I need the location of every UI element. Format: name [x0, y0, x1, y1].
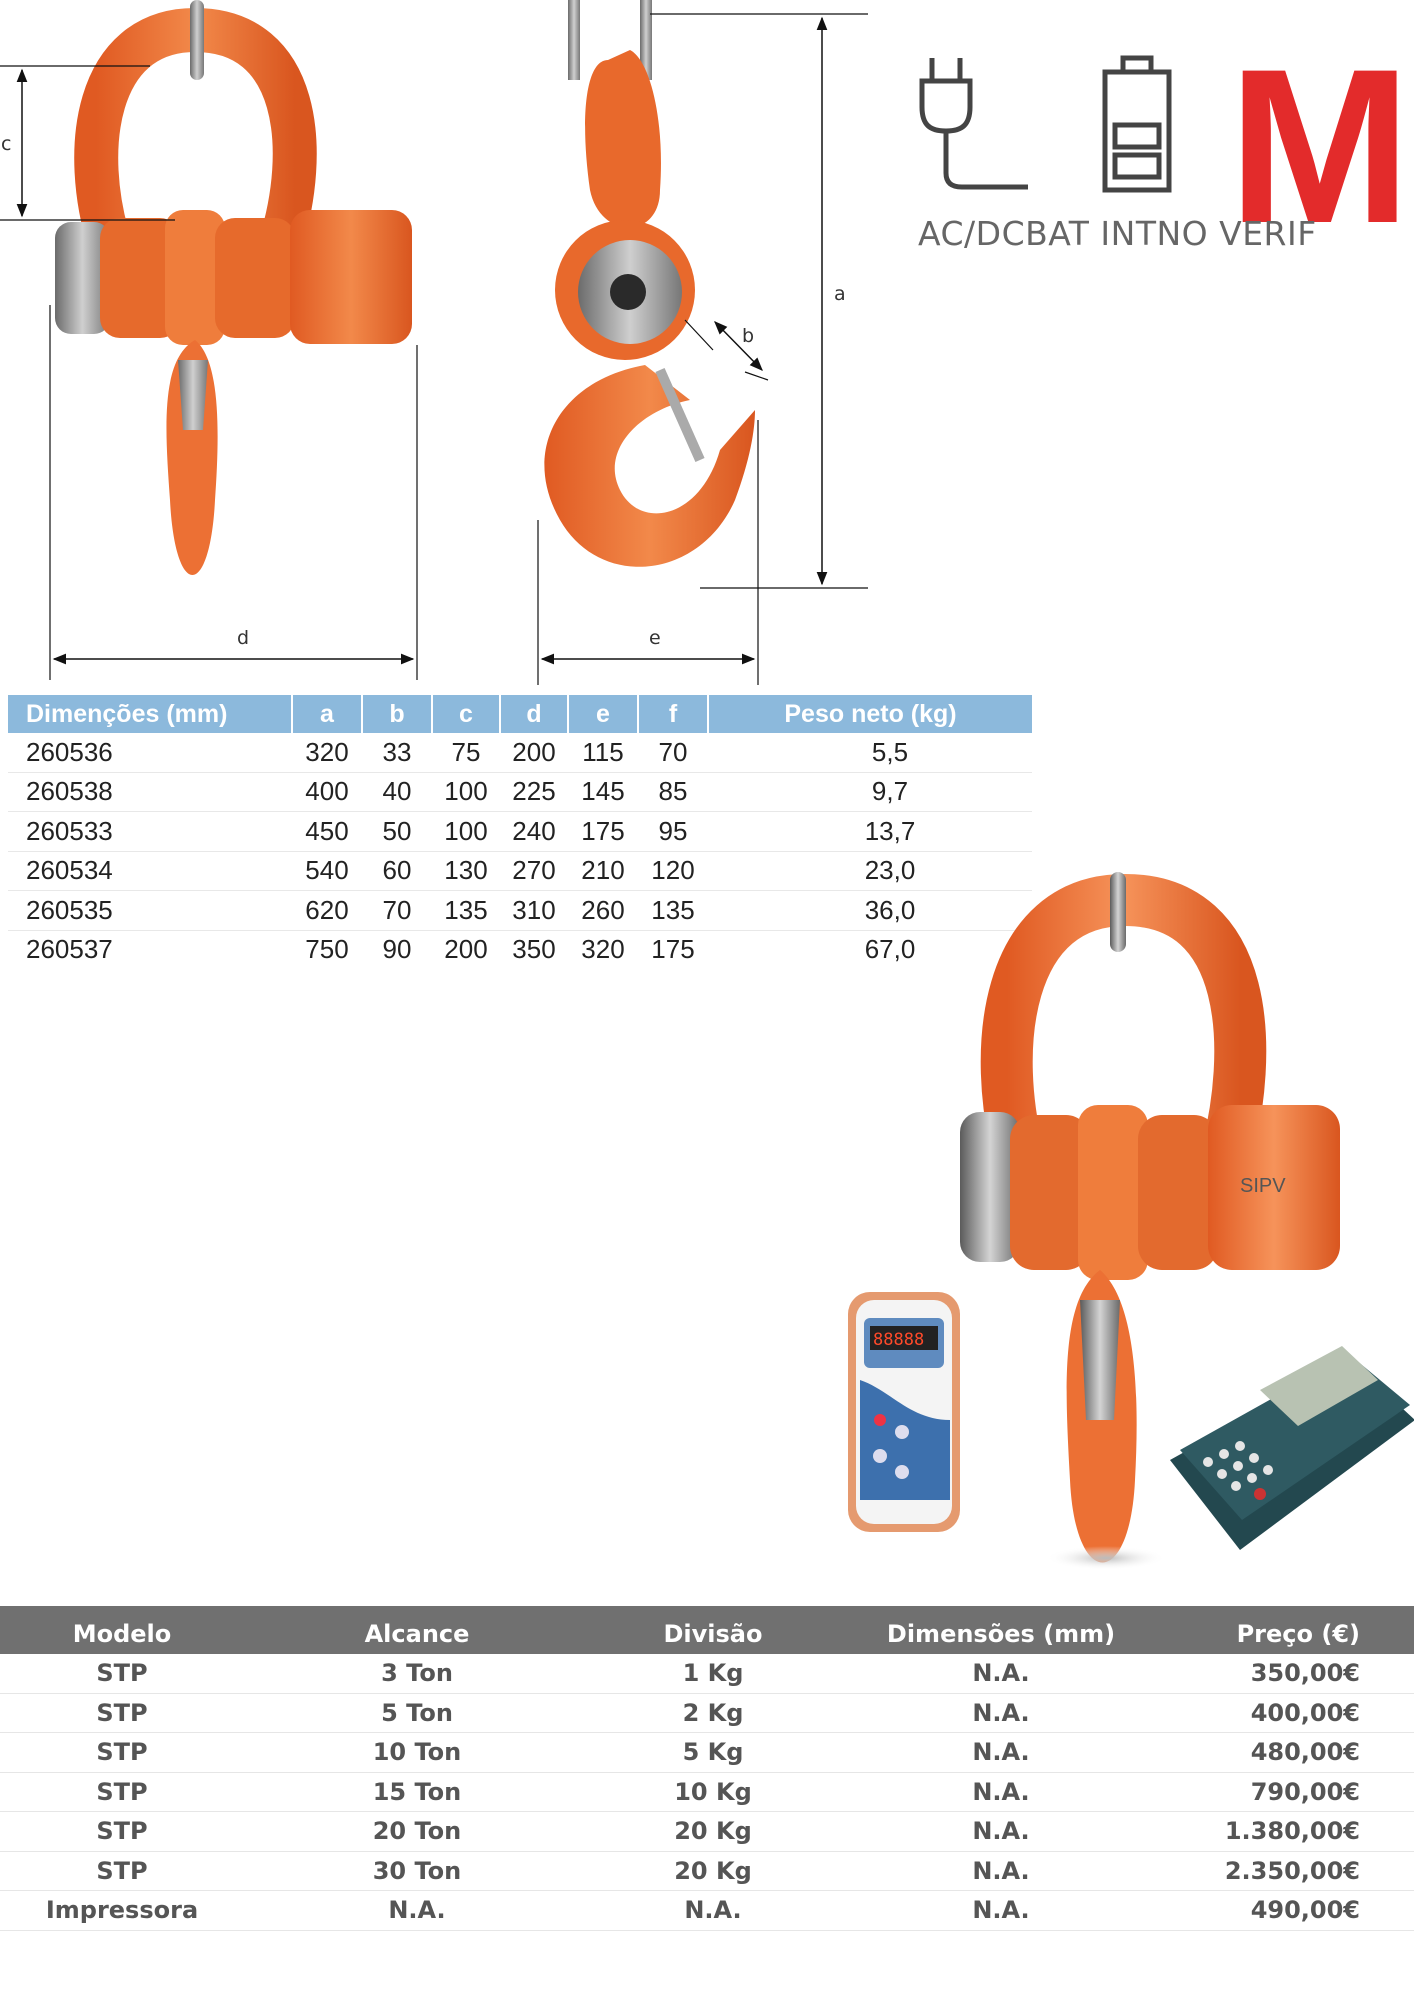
- cell-code: 260533: [8, 812, 292, 852]
- cell-weight: 23,0: [708, 851, 1032, 891]
- col-header-f: f: [638, 695, 708, 733]
- sipv-brand: SIPV: [1240, 1175, 1286, 1197]
- cell-b: 40: [362, 772, 432, 812]
- cell-preco: 2.350,00€: [1166, 1851, 1414, 1891]
- label-e: e: [649, 627, 661, 649]
- cell-preco: 350,00€: [1166, 1654, 1414, 1693]
- table-row: [0, 1733, 1414, 1773]
- cell-b: 33: [362, 733, 432, 772]
- cell-b: 70: [362, 891, 432, 931]
- table-row: [0, 1851, 1414, 1891]
- cell-e: 145: [568, 772, 638, 812]
- cell-f: 175: [651, 934, 695, 965]
- cell-weight: 36,0: [708, 891, 1032, 931]
- cell-b: 90: [382, 934, 412, 965]
- cell-d: 350: [512, 934, 556, 965]
- cell-preco: 1.380,00€: [1166, 1812, 1414, 1852]
- cell-a: 540: [292, 851, 362, 891]
- cell-alcance: 30 Ton: [244, 1851, 590, 1891]
- cell-c: 135: [432, 891, 500, 931]
- label-a: a: [834, 283, 846, 305]
- cell-modelo: STP: [0, 1851, 244, 1891]
- cell-e: 320: [581, 934, 625, 965]
- cell-dimensoes: N.A.: [836, 1812, 1166, 1852]
- cell-dimensoes: N.A.: [836, 1772, 1166, 1812]
- cell-modelo: STP: [0, 1733, 244, 1773]
- cell-code: 260537: [26, 934, 113, 965]
- cell-a: 400: [292, 772, 362, 812]
- cell-e: 210: [568, 851, 638, 891]
- cell-c: 130: [432, 851, 500, 891]
- label-d: d: [237, 627, 250, 649]
- cell-divisao: 2 Kg: [590, 1693, 836, 1733]
- dimensions-table-header: [8, 695, 1032, 733]
- remote-control: [848, 1292, 960, 1532]
- col-header-model: Dimenções (mm): [8, 695, 292, 733]
- table-row: [0, 1812, 1414, 1852]
- cell-alcance: 20 Ton: [244, 1812, 590, 1852]
- cell-c: 100: [432, 772, 500, 812]
- cell-divisao: 20 Kg: [590, 1851, 836, 1891]
- cell-e: 115: [568, 733, 638, 772]
- table-row: [0, 1891, 1414, 1931]
- col-header-divisao: Divisão: [590, 1606, 836, 1654]
- cell-divisao: 1 Kg: [590, 1654, 836, 1693]
- cell-dimensoes: N.A.: [836, 1733, 1166, 1773]
- cell-dimensoes: N.A.: [836, 1891, 1166, 1931]
- price-table-header: [0, 1606, 1414, 1654]
- cell-f: 95: [638, 812, 708, 852]
- remote-display: 88888: [873, 1330, 925, 1350]
- cell-alcance: 15 Ton: [244, 1772, 590, 1812]
- cell-f: 120: [638, 851, 708, 891]
- printer: [1170, 1346, 1414, 1550]
- cell-modelo: STP: [0, 1772, 244, 1812]
- cell-a: 750: [305, 934, 349, 965]
- hook-body: [544, 365, 755, 567]
- col-header-b: b: [362, 695, 432, 733]
- cell-e: 175: [568, 812, 638, 852]
- col-header-preco: Preço (€): [1166, 1606, 1414, 1654]
- cell-a: 320: [292, 733, 362, 772]
- cell-code: 260535: [8, 891, 292, 931]
- cell-e: 260: [568, 891, 638, 931]
- cell-c: 75: [432, 733, 500, 772]
- cell-preco: 790,00€: [1166, 1772, 1414, 1812]
- cell-alcance: 3 Ton: [244, 1654, 590, 1693]
- cell-a: 620: [292, 891, 362, 931]
- cell-code: 260538: [8, 772, 292, 812]
- cell-d: 240: [500, 812, 568, 852]
- cell-alcance: 5 Ton: [244, 1693, 590, 1733]
- table-row: [8, 772, 1032, 812]
- cell-weight: 9,7: [708, 772, 1032, 812]
- plug-icon: [918, 55, 1033, 195]
- cell-preco: 400,00€: [1166, 1693, 1414, 1733]
- cell-weight: 5,5: [708, 733, 1032, 772]
- cell-divisao: 10 Kg: [590, 1772, 836, 1812]
- cell-c: 200: [444, 934, 488, 965]
- cell-a: 450: [292, 812, 362, 852]
- price-table: [0, 1606, 1414, 1931]
- cell-b: 50: [362, 812, 432, 852]
- cell-divisao: 5 Kg: [590, 1733, 836, 1773]
- cell-b: 60: [362, 851, 432, 891]
- cell-d: 200: [500, 733, 568, 772]
- label-c: c: [1, 133, 12, 155]
- cell-weight: 67,0: [864, 934, 916, 965]
- cell-dimensoes: N.A.: [836, 1851, 1166, 1891]
- product-illustration: [830, 860, 1414, 1600]
- battery-icon: [1101, 55, 1173, 195]
- col-header-e: e: [568, 695, 638, 733]
- cell-d: 310: [500, 891, 568, 931]
- table-row: [0, 1772, 1414, 1812]
- cell-code: 260534: [8, 851, 292, 891]
- col-header-c: c: [432, 695, 500, 733]
- label-b: b: [742, 325, 755, 347]
- col-header-weight: Peso neto (kg): [708, 695, 1032, 733]
- col-header-dimensoes: Dimensões (mm): [836, 1606, 1166, 1654]
- cell-divisao: 20 Kg: [590, 1812, 836, 1852]
- cell-alcance: 10 Ton: [244, 1733, 590, 1773]
- col-header-d: d: [500, 695, 568, 733]
- cell-weight: 13,7: [708, 812, 1032, 852]
- cell-modelo: STP: [0, 1812, 244, 1852]
- cell-d: 225: [500, 772, 568, 812]
- cell-c: 100: [432, 812, 500, 852]
- table-row: [8, 733, 1032, 772]
- col-header-alcance: Alcance: [244, 1606, 590, 1654]
- cell-dimensoes: N.A.: [836, 1654, 1166, 1693]
- table-row: [8, 812, 1032, 852]
- cell-dimensoes: N.A.: [836, 1693, 1166, 1733]
- table-row: [0, 1654, 1414, 1693]
- cell-preco: 480,00€: [1166, 1733, 1414, 1773]
- cell-modelo: Impressora: [0, 1891, 244, 1931]
- cell-f: 135: [638, 891, 708, 931]
- cell-alcance: N.A.: [244, 1891, 590, 1931]
- table-row: [0, 1693, 1414, 1733]
- cell-modelo: STP: [0, 1693, 244, 1733]
- cell-modelo: STP: [0, 1654, 244, 1693]
- power-options-caption: AC/DCBAT INTNO VERIF: [918, 214, 1317, 253]
- cell-d: 270: [500, 851, 568, 891]
- cell-f: 70: [638, 733, 708, 772]
- cell-f: 85: [638, 772, 708, 812]
- shackle-dimension-drawing: [0, 0, 880, 690]
- cell-preco: 490,00€: [1166, 1891, 1414, 1931]
- model-letter: M: [1228, 23, 1412, 269]
- cell-divisao: N.A.: [590, 1891, 836, 1931]
- cell-code: 260536: [8, 733, 292, 772]
- col-header-modelo: Modelo: [0, 1606, 244, 1654]
- col-header-a: a: [292, 695, 362, 733]
